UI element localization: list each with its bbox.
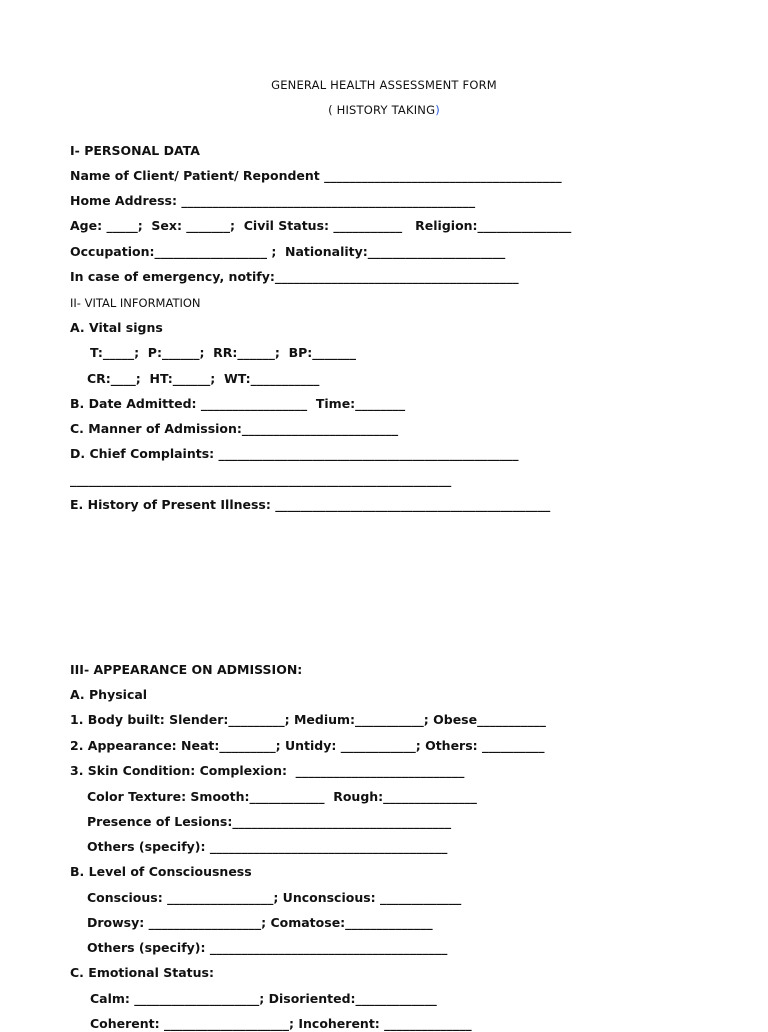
field-body-built[interactable]: 1. Body built: Slender:_________; Medium:___________; Obese___________ — [70, 712, 546, 727]
subsection-emotional-status: C. Emotional Status: — [70, 965, 214, 980]
field-skin-others-specify[interactable]: Others (specify): ______________________________________ — [87, 839, 448, 854]
field-emergency-contact[interactable]: In case of emergency, notify:_______________________________________ — [70, 269, 519, 284]
section-vital-information-heading: II- VITAL INFORMATION — [70, 296, 201, 310]
field-age-sex-status-religion[interactable]: Age: _____; Sex: _______; Civil Status: ___________ Religion:_______________ — [70, 218, 572, 233]
field-date-admitted-time[interactable]: B. Date Admitted: _________________ Time:________ — [70, 396, 406, 411]
field-calm-disoriented[interactable]: Calm: ____________________; Disoriented:_____________ — [90, 991, 437, 1006]
field-appearance[interactable]: 2. Appearance: Neat:_________; Untidy: ____________; Others: __________ — [70, 738, 545, 753]
subsection-vital-signs: A. Vital signs — [70, 320, 163, 335]
field-home-address[interactable]: Home Address: _______________________________________________ — [70, 193, 476, 208]
field-chief-complaints-continued[interactable]: _____________________________________________________________ — [70, 472, 452, 487]
field-skin-complexion[interactable]: 3. Skin Condition: Complexion: ___________________________ — [70, 763, 465, 778]
section-appearance-heading: III- APPEARANCE ON ADMISSION: — [70, 662, 303, 677]
field-manner-of-admission[interactable]: C. Manner of Admission:_________________________ — [70, 421, 399, 436]
field-occupation-nationality[interactable]: Occupation:__________________ ; Nationality:______________________ — [70, 244, 506, 259]
subsection-level-of-consciousness: B. Level of Consciousness — [70, 864, 252, 879]
field-vitals-t-p-rr-bp[interactable]: T:_____; P:______; RR:______; BP:_______ — [90, 345, 357, 360]
field-history-of-present-illness[interactable]: E. History of Present Illness: ____________________________________________ — [70, 497, 551, 512]
subsection-physical: A. Physical — [70, 687, 148, 702]
field-consciousness-others-specify[interactable]: Others (specify): ______________________________________ — [87, 940, 448, 955]
section-personal-data-heading: I- PERSONAL DATA — [70, 143, 200, 158]
form-subtitle-text: ( HISTORY TAKING — [328, 103, 436, 117]
field-vitals-cr-ht-wt[interactable]: CR:____; HT:______; WT:___________ — [87, 371, 320, 386]
field-color-texture[interactable]: Color Texture: Smooth:____________ Rough:_______________ — [87, 789, 477, 804]
form-subtitle — [0, 103, 768, 117]
field-drowsy-comatose[interactable]: Drowsy: __________________; Comatose:______________ — [87, 915, 433, 930]
field-presence-of-lesions[interactable]: Presence of Lesions:___________________________________ — [87, 814, 452, 829]
form-title: GENERAL HEALTH ASSESSMENT FORM — [271, 78, 497, 92]
field-coherent-incoherent[interactable]: Coherent: ____________________; Incoherent: ______________ — [90, 1016, 472, 1031]
field-name-of-client[interactable]: Name of Client/ Patient/ Repondent ______________________________________ — [70, 168, 562, 183]
field-conscious-unconscious[interactable]: Conscious: _________________; Unconscious: _____________ — [87, 890, 462, 905]
form-subtitle-close-paren: ) — [435, 103, 440, 117]
field-chief-complaints[interactable]: D. Chief Complaints: ________________________________________________ — [70, 446, 519, 461]
